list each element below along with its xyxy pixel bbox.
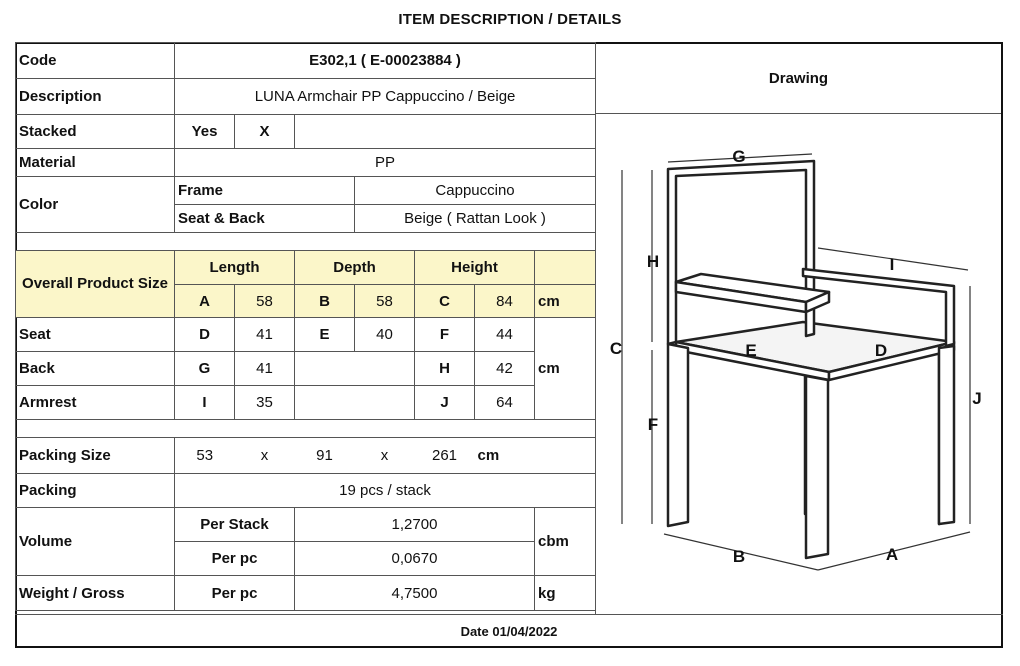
- packing-x2: x: [355, 438, 415, 474]
- seat-back-value: Beige ( Rattan Look ): [355, 205, 596, 233]
- back-label: Back: [16, 352, 175, 386]
- volume-label: Volume: [16, 508, 175, 576]
- dim-c-value: 84: [475, 285, 535, 318]
- packing-value: 19 pcs / stack: [175, 474, 596, 508]
- frame-label: Frame: [175, 177, 355, 205]
- dim-j-letter: J: [415, 386, 475, 420]
- dim-f-value: 44: [475, 318, 535, 352]
- dim-a-value: 58: [235, 285, 295, 318]
- spacer-row: [16, 233, 596, 251]
- dim-a-letter: A: [175, 285, 235, 318]
- armrest-empty: [295, 386, 415, 420]
- dim-j-value: 64: [475, 386, 535, 420]
- drawing-header: Drawing: [595, 44, 1001, 114]
- stacked-yes: Yes: [175, 115, 235, 149]
- packing-label: Packing: [16, 474, 175, 508]
- dim-a-label: A: [885, 545, 899, 564]
- dim-g-label: G: [732, 147, 746, 166]
- dim-f-label: F: [647, 415, 659, 434]
- packing-size-label: Packing Size: [16, 438, 175, 474]
- packing-empty: [535, 438, 596, 474]
- material-value: PP: [175, 149, 596, 177]
- dim-f-letter: F: [415, 318, 475, 352]
- seat-label: Seat: [16, 318, 175, 352]
- dim-g-letter: G: [175, 352, 235, 386]
- depth-header: Depth: [295, 251, 415, 285]
- overall-size-label: Overall Product Size: [16, 251, 175, 318]
- document-title: ITEM DESCRIPTION / DETAILS: [398, 11, 622, 28]
- dim-d-letter: D: [175, 318, 235, 352]
- packing-width: 53: [175, 438, 235, 474]
- per-pc-label: Per pc: [175, 542, 295, 576]
- drawing-area: [595, 114, 1001, 614]
- description-label: Description: [16, 79, 175, 115]
- weight-unit: kg: [535, 576, 596, 611]
- volume-unit: cbm: [535, 508, 596, 576]
- dim-e-value: 40: [355, 318, 415, 352]
- dim-b-value: 58: [355, 285, 415, 318]
- height-header: Height: [415, 251, 535, 285]
- dim-h-letter: H: [415, 352, 475, 386]
- dim-b-label: B: [732, 547, 746, 566]
- description-value: LUNA Armchair PP Cappuccino / Beige: [175, 79, 596, 115]
- dim-i-value: 35: [235, 386, 295, 420]
- packing-depth: 91: [295, 438, 355, 474]
- color-label: Color: [16, 177, 175, 233]
- spec-table: [15, 42, 596, 611]
- weight-value: 4,7500: [295, 576, 535, 611]
- dim-d-value: 41: [235, 318, 295, 352]
- chair-drawing: [596, 114, 1001, 614]
- dim-e-letter: E: [295, 318, 355, 352]
- dim-h-label: H: [646, 252, 660, 271]
- dim-j-label: J: [972, 389, 982, 408]
- dim-i-letter: I: [175, 386, 235, 420]
- packing-x1: x: [235, 438, 295, 474]
- dim-d-label: D: [874, 341, 888, 360]
- per-stack-value: 1,2700: [295, 508, 535, 542]
- overall-empty: [535, 251, 596, 285]
- parts-unit: cm: [535, 318, 596, 420]
- dim-e-label: E: [745, 341, 757, 360]
- overall-unit: cm: [535, 285, 596, 318]
- length-header: Length: [175, 251, 295, 285]
- per-stack-label: Per Stack: [175, 508, 295, 542]
- spacer-row: [16, 420, 596, 438]
- weight-label: Weight / Gross: [16, 576, 175, 611]
- dim-c-label: C: [609, 339, 623, 358]
- stacked-empty: [295, 115, 596, 149]
- weight-per-pc-label: Per pc: [175, 576, 295, 611]
- dim-c-letter: C: [415, 285, 475, 318]
- stacked-label: Stacked: [16, 115, 175, 149]
- back-empty: [295, 352, 415, 386]
- seat-back-label: Seat & Back: [175, 205, 355, 233]
- stacked-mark: X: [235, 115, 295, 149]
- date-footer: Date 01/04/2022: [15, 614, 1003, 648]
- packing-height: 261: [415, 438, 475, 474]
- code-value: E302,1 ( E-00023884 ): [175, 43, 596, 79]
- dim-b-letter: B: [295, 285, 355, 318]
- armrest-label: Armrest: [16, 386, 175, 420]
- code-label: Code: [16, 43, 175, 79]
- material-label: Material: [16, 149, 175, 177]
- packing-unit: cm: [475, 438, 535, 474]
- frame-value: Cappuccino: [355, 177, 596, 205]
- dim-i-label: I: [889, 255, 895, 274]
- per-pc-value: 0,0670: [295, 542, 535, 576]
- dim-g-value: 41: [235, 352, 295, 386]
- dim-h-value: 42: [475, 352, 535, 386]
